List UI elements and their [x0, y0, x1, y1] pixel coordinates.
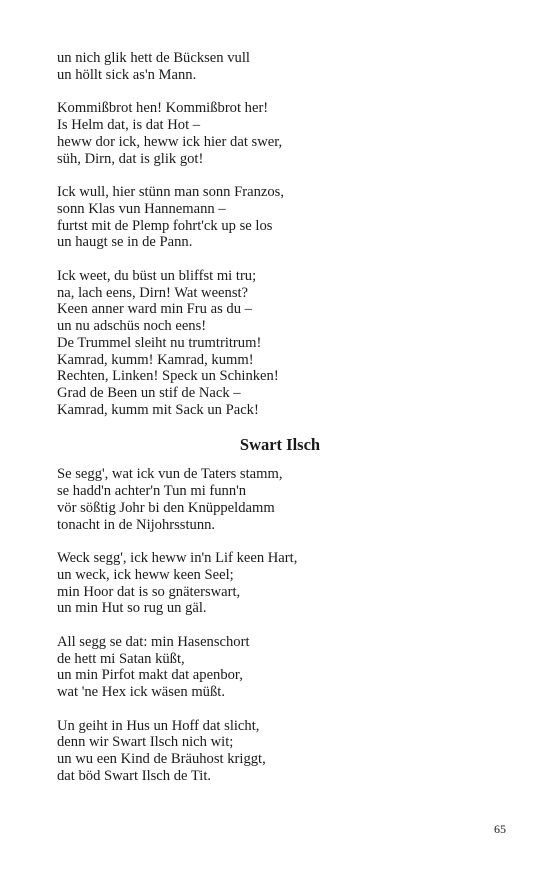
- stanza: [57, 718, 497, 785]
- stanza: [57, 466, 497, 533]
- verse-line: Keen anner ward min Fru as du –: [57, 301, 252, 318]
- verse-line: un nu adschüs noch eens!: [57, 318, 207, 334]
- verse-line: All segg se dat: min Hasenschort: [57, 633, 250, 650]
- verse-line: un weck, ick heww keen Seel;: [57, 566, 234, 583]
- verse-line: Is Helm dat, is dat Hot –: [57, 117, 201, 133]
- verse-line: vör sößtig Johr bi den Knüppeldamm: [57, 499, 275, 516]
- stanza: [57, 550, 497, 617]
- stanza: [57, 634, 497, 701]
- verse-line: furtst mit de Plemp fohrt'ck up se los: [57, 217, 273, 234]
- verse-line: wat 'ne Hex ick wäsen müßt.: [57, 684, 225, 700]
- verse-line: na, lach eens, Dirn! Wat weenst?: [57, 284, 249, 301]
- stanza: [57, 100, 497, 167]
- verse-line: un min Hut so rug un gäl.: [57, 600, 207, 617]
- verse-line: un min Pirfot makt dat apenbor,: [57, 667, 243, 684]
- stanza: [57, 184, 497, 251]
- verse-line: un haugt se in de Pann.: [57, 234, 193, 251]
- stanza: [57, 268, 497, 419]
- verse-line: Se segg', wat ick vun de Taters stamm,: [57, 466, 283, 483]
- verse-line: Kommißbrot hen! Kommißbrot her!: [57, 100, 269, 117]
- page-text: [57, 50, 497, 785]
- verse-line: Ick weet, du büst un bliffst mi tru;: [57, 267, 257, 284]
- verse-line: süh, Dirn, dat is glik got!: [57, 150, 204, 167]
- verse-line: min Hoor dat is so gnäterswart,: [57, 583, 241, 600]
- verse-line: Un geiht in Hus un Hoff dat slicht,: [57, 717, 260, 734]
- verse-line: Rechten, Linken! Speck un Schinken!: [57, 368, 279, 385]
- verse-line: De Trummel sleiht nu trumtritrum!: [57, 334, 262, 351]
- verse-line: Grad de Been un stif de Nack –: [57, 385, 241, 401]
- verse-line: Ick wull, hier stünn man sonn Franzos,: [57, 184, 284, 200]
- verse-line: un nich glik hett de Bücksen vull: [57, 50, 250, 66]
- verse-line: un höllt sick as'n Mann.: [57, 66, 197, 83]
- verse-line: dat böd Swart Ilsch de Tit.: [57, 767, 212, 784]
- verse-line: un wu een Kind de Bräuhost kriggt,: [57, 751, 266, 767]
- verse-line: heww dor ick, heww ick hier dat swer,: [57, 133, 283, 150]
- verse-line: tonacht in de Nijohrsstunn.: [57, 516, 216, 533]
- verse-line: Kamrad, kumm! Kamrad, kumm!: [57, 351, 254, 368]
- page-number: 65: [494, 822, 506, 836]
- verse-line: Weck segg', ick heww in'n Lif keen Hart,: [57, 550, 298, 566]
- verse-line: de hett mi Satan küßt,: [57, 650, 185, 667]
- poem-title: Swart Ilsch: [239, 435, 321, 455]
- verse-line: sonn Klas vun Hannemann –: [57, 200, 226, 217]
- stanza: [57, 50, 497, 84]
- verse-line: se hadd'n achter'n Tun mi funn'n: [57, 483, 247, 499]
- verse-line: Kamrad, kumm mit Sack un Pack!: [57, 401, 259, 418]
- verse-line: denn wir Swart Ilsch nich wit;: [57, 734, 234, 751]
